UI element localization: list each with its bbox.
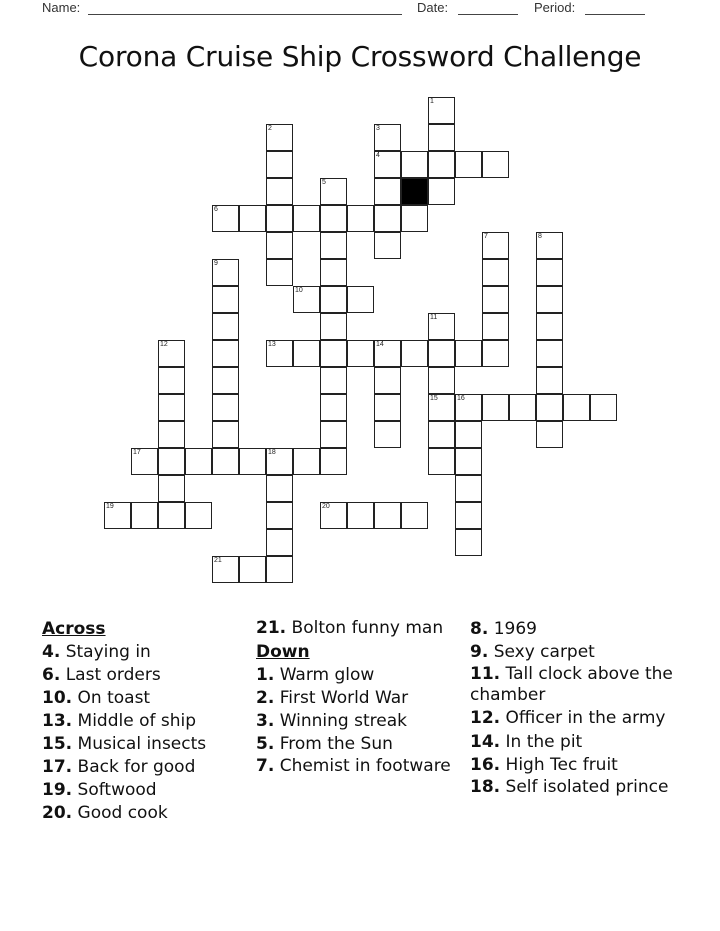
clue-across-10: 10. On toast	[42, 688, 151, 708]
clue-down-12: 12. Officer in the army	[470, 708, 666, 728]
grid-cell[interactable]	[131, 502, 158, 529]
grid-cell[interactable]	[455, 502, 482, 529]
grid-cell[interactable]	[428, 124, 455, 151]
clue-number: 5	[322, 179, 326, 186]
clues-column-1	[42, 618, 242, 825]
clue-across-17: 17. Back for good	[42, 757, 196, 777]
grid-cell[interactable]	[455, 394, 482, 421]
grid-cell[interactable]	[212, 205, 239, 232]
grid-cell[interactable]	[320, 205, 347, 232]
name-label: Name:	[42, 0, 81, 15]
clue-down-14: 14. In the pit	[470, 732, 583, 752]
clue-number: 15	[430, 395, 438, 402]
grid-cell[interactable]	[536, 286, 563, 313]
grid-cell[interactable]	[455, 529, 482, 556]
grid-cell[interactable]	[374, 421, 401, 448]
grid-cell[interactable]	[428, 394, 455, 421]
clue-number: 10	[295, 287, 303, 294]
grid-cell[interactable]	[320, 178, 347, 205]
grid-cell[interactable]	[590, 394, 617, 421]
grid-cell[interactable]	[455, 421, 482, 448]
grid-cell[interactable]	[320, 394, 347, 421]
grid-cell[interactable]	[266, 151, 293, 178]
clue-down-9: 9. Sexy carpet	[470, 642, 595, 662]
clue-down-5: 5. From the Sun	[256, 734, 393, 754]
grid-cell[interactable]	[320, 286, 347, 313]
grid-cell[interactable]	[482, 259, 509, 286]
clue-number: 12	[160, 341, 168, 348]
clue-number: 17	[133, 449, 141, 456]
grid-cell[interactable]	[320, 313, 347, 340]
grid-cell[interactable]	[374, 205, 401, 232]
clue-number: 18	[268, 449, 276, 456]
clue-number: 19	[106, 503, 114, 510]
clue-across-15: 15. Musical insects	[42, 734, 207, 754]
grid-cell[interactable]	[374, 340, 401, 367]
clue-number: 14	[376, 341, 384, 348]
grid-cell[interactable]	[320, 502, 347, 529]
clue-number: 2	[268, 125, 272, 132]
grid-cell[interactable]	[401, 340, 428, 367]
grid-cell[interactable]	[266, 556, 293, 583]
clue-number: 9	[214, 260, 218, 267]
clue-number: 8	[538, 233, 542, 240]
grid-cell[interactable]	[536, 340, 563, 367]
grid-cell[interactable]	[266, 448, 293, 475]
grid-cell[interactable]	[482, 232, 509, 259]
grid-cell[interactable]	[320, 232, 347, 259]
grid-cell[interactable]	[428, 178, 455, 205]
grid-cell[interactable]	[212, 340, 239, 367]
clue-number: 20	[322, 503, 330, 510]
grid-cell[interactable]	[212, 556, 239, 583]
clue-down-7: 7. Chemist in footware	[256, 756, 451, 776]
grid-cell[interactable]	[266, 340, 293, 367]
grid-cell[interactable]	[536, 232, 563, 259]
grid-cell[interactable]	[266, 205, 293, 232]
grid-cell[interactable]	[293, 340, 320, 367]
grid-cell[interactable]	[212, 313, 239, 340]
grid-cell[interactable]	[266, 232, 293, 259]
grid-cell[interactable]	[347, 205, 374, 232]
clue-number: 7	[484, 233, 488, 240]
grid-cell[interactable]	[266, 475, 293, 502]
grid-cell[interactable]	[266, 259, 293, 286]
grid-cell[interactable]	[536, 259, 563, 286]
grid-cell[interactable]	[158, 421, 185, 448]
clue-down-2: 2. First World War	[256, 688, 409, 708]
clue-down-3: 3. Winning streak	[256, 711, 407, 731]
grid-cell[interactable]	[509, 394, 536, 421]
grid-cell[interactable]	[401, 205, 428, 232]
grid-cell[interactable]	[455, 151, 482, 178]
grid-cell[interactable]	[158, 448, 185, 475]
grid-cell[interactable]	[320, 259, 347, 286]
grid-cell[interactable]	[347, 340, 374, 367]
grid-cell[interactable]	[185, 448, 212, 475]
grid-cell[interactable]	[158, 340, 185, 367]
grid-cell[interactable]	[374, 367, 401, 394]
grid-cell[interactable]	[320, 340, 347, 367]
grid-cell[interactable]	[536, 367, 563, 394]
date-label: Date:	[417, 0, 449, 15]
grid-cell[interactable]	[374, 178, 401, 205]
clue-number: 6	[214, 206, 218, 213]
grid-cell[interactable]	[158, 502, 185, 529]
grid-cell[interactable]	[374, 502, 401, 529]
clue-across-19: 19. Softwood	[42, 780, 157, 800]
clue-down-11: 11. Tall clock above the chamber	[470, 664, 673, 705]
clue-number: 3	[376, 125, 380, 132]
grid-cell[interactable]	[455, 448, 482, 475]
grid-cell[interactable]	[158, 394, 185, 421]
grid-cell[interactable]	[455, 475, 482, 502]
grid-cell[interactable]	[212, 286, 239, 313]
down-heading: Down	[256, 642, 310, 662]
clue-across-21: 21. Bolton funny man	[256, 618, 444, 638]
grid-cell[interactable]	[131, 448, 158, 475]
clue-down-1: 1. Warm glow	[256, 665, 375, 685]
grid-cell[interactable]	[212, 421, 239, 448]
across-heading: Across	[42, 619, 106, 639]
grid-cell[interactable]	[266, 178, 293, 205]
clue-across-6: 6. Last orders	[42, 665, 161, 685]
grid-cell[interactable]	[347, 502, 374, 529]
grid-cell[interactable]	[428, 97, 455, 124]
grid-cell[interactable]	[239, 556, 266, 583]
grid-cell[interactable]	[482, 340, 509, 367]
grid-cell[interactable]	[482, 313, 509, 340]
grid-cell[interactable]	[158, 475, 185, 502]
grid-cell[interactable]	[293, 286, 320, 313]
grid-cell[interactable]	[239, 205, 266, 232]
clue-down-18: 18. Self isolated prince	[470, 777, 669, 797]
clue-across-20: 20. Good cook	[42, 803, 168, 823]
clue-number: 16	[457, 395, 465, 402]
grid-cell[interactable]	[428, 340, 455, 367]
grid-cell[interactable]	[212, 448, 239, 475]
grid-cell[interactable]	[401, 502, 428, 529]
grid-cell[interactable]	[482, 394, 509, 421]
clue-down-8: 8. 1969	[470, 619, 537, 639]
period-label: Period:	[534, 0, 576, 15]
grid-cell[interactable]	[266, 124, 293, 151]
grid-cell[interactable]	[212, 394, 239, 421]
clue-number: 11	[430, 314, 438, 321]
grid-cell[interactable]	[482, 286, 509, 313]
grid-cell[interactable]	[266, 529, 293, 556]
grid-cell[interactable]	[374, 151, 401, 178]
grid-cell[interactable]	[320, 448, 347, 475]
grid-cell[interactable]	[401, 151, 428, 178]
clue-number: 21	[214, 557, 222, 564]
grid-cell[interactable]	[212, 259, 239, 286]
grid-cell[interactable]	[428, 421, 455, 448]
clue-number: 4	[376, 152, 380, 159]
grid-cell[interactable]	[320, 367, 347, 394]
grid-cell[interactable]	[293, 448, 320, 475]
grid-cell[interactable]	[428, 151, 455, 178]
grid-cell[interactable]	[428, 367, 455, 394]
clue-number: 1	[430, 98, 434, 105]
grid-cell[interactable]	[428, 448, 455, 475]
grid-cell[interactable]	[428, 313, 455, 340]
clue-down-16: 16. High Tec fruit	[470, 755, 618, 775]
grid-cell[interactable]	[185, 502, 212, 529]
grid-cell[interactable]	[563, 394, 590, 421]
grid-cell[interactable]	[536, 313, 563, 340]
grid-cell[interactable]	[536, 421, 563, 448]
grid-cell[interactable]	[374, 124, 401, 151]
grid-cell[interactable]	[212, 367, 239, 394]
clue-number: 13	[268, 341, 276, 348]
grid-cell[interactable]	[104, 502, 131, 529]
grid-cell[interactable]	[293, 205, 320, 232]
grid-cell[interactable]	[347, 286, 374, 313]
clue-across-13: 13. Middle of ship	[42, 711, 197, 731]
blocked-cell	[401, 178, 428, 205]
page-title: Corona Cruise Ship Crossword Challenge	[78, 40, 642, 73]
grid-cell[interactable]	[239, 448, 266, 475]
grid-cell[interactable]	[482, 151, 509, 178]
grid-cell[interactable]	[266, 502, 293, 529]
clue-across-4: 4. Staying in	[42, 642, 151, 662]
grid-cell[interactable]	[320, 421, 347, 448]
grid-cell[interactable]	[374, 232, 401, 259]
grid-cell[interactable]	[536, 394, 563, 421]
grid-cell[interactable]	[158, 367, 185, 394]
clues-column-2	[256, 618, 461, 779]
grid-cell[interactable]	[455, 340, 482, 367]
clues-column-3	[470, 618, 695, 800]
grid-cell[interactable]	[374, 394, 401, 421]
